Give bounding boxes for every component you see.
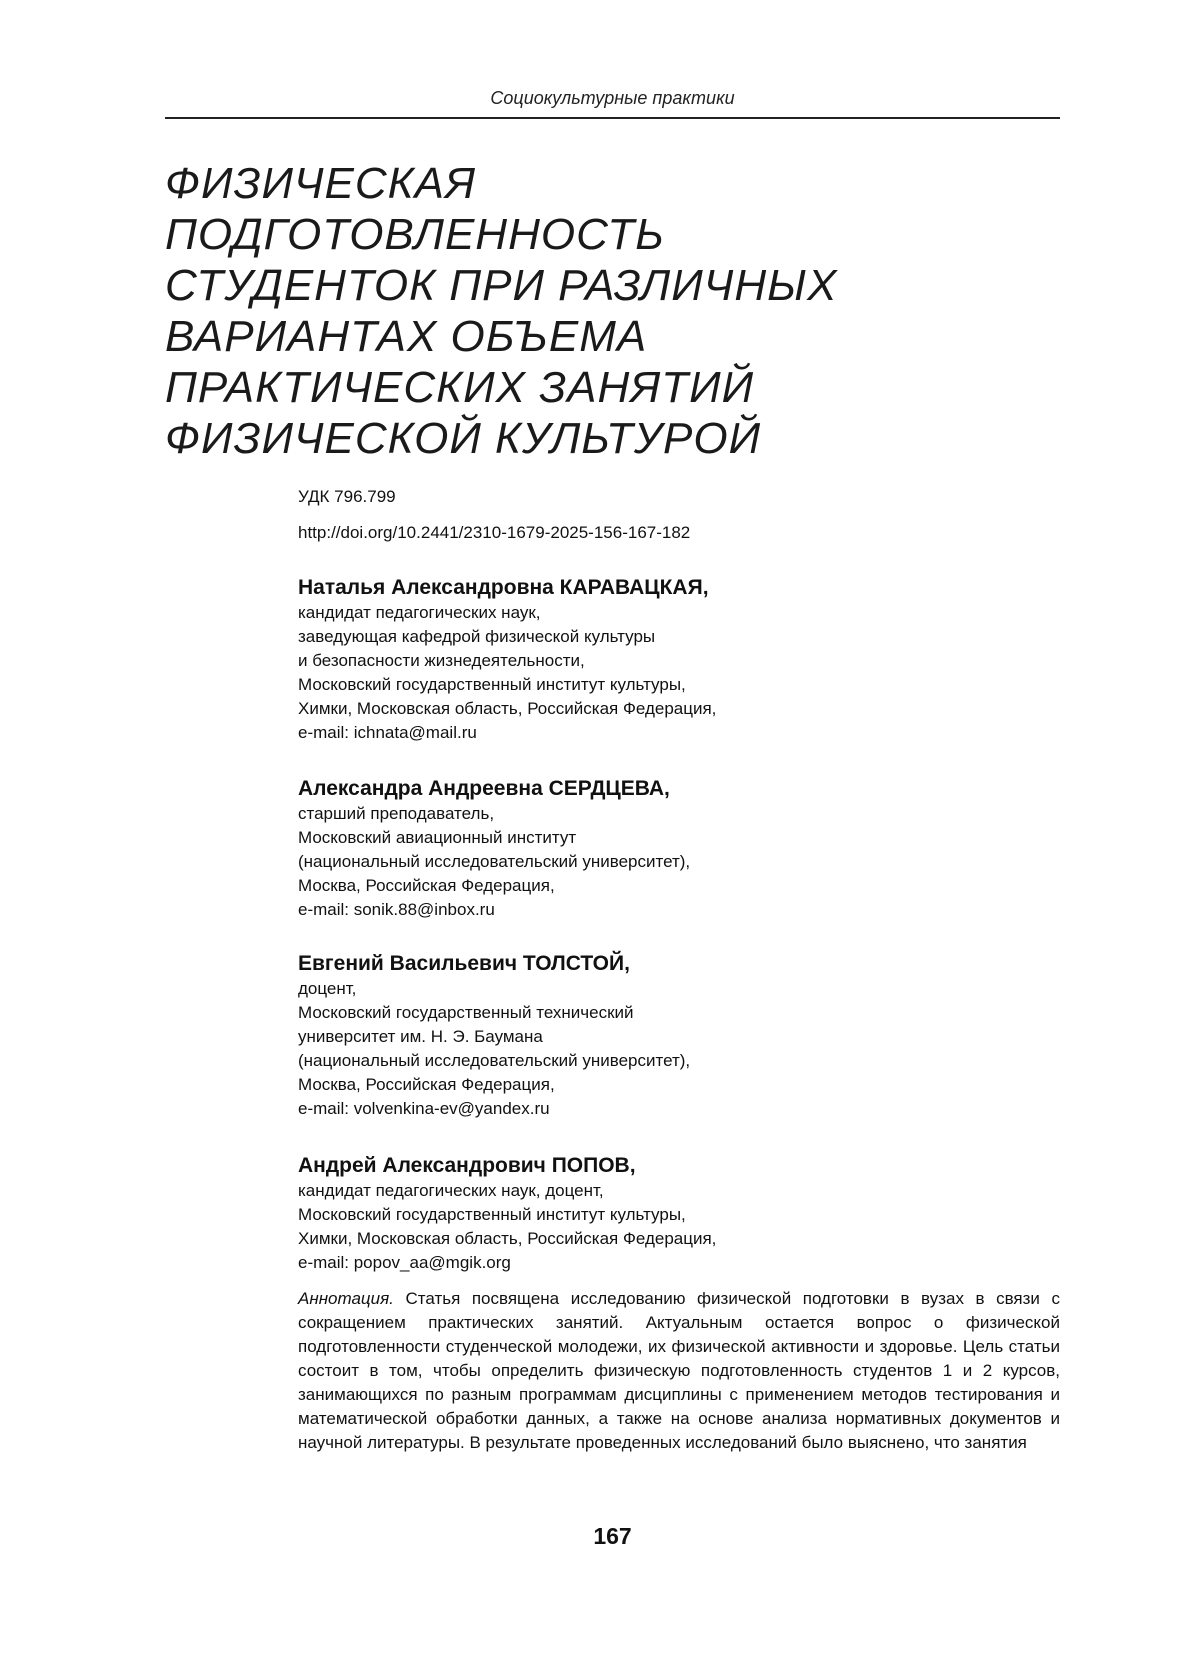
header-divider (165, 117, 1060, 119)
author-detail: кандидат педагогических наук, (298, 603, 541, 622)
author-name: Александра Андреевна СЕРДЦЕВА, (298, 777, 670, 800)
title-line: СТУДЕНТОК ПРИ РАЗЛИЧНЫХ (165, 261, 838, 310)
title-line: ФИЗИЧЕСКОЙ КУЛЬТУРОЙ (165, 414, 762, 463)
abstract-text: Статья посвящена исследованию физической подготовки в вузах в связи с сокращением практических занятий. Актуальным остается вопрос о физической подготовленности студенческой молодежи, их физической активности и здоровье. Цель статьи состоит в том, чтобы определить физическую подготовленность студентов 1 и 2 курсов, занимающихся по разным программам дисциплины с применением методов тестирования и математической обработки данных, а также на основе анализа нормативных документов и научной литературы. В результате проведенных исследований было выяснено, что занятия (298, 1289, 1060, 1452)
author-detail: заведующая кафедрой физической культуры (298, 627, 656, 646)
abstract-label: Аннотация. (298, 1289, 394, 1308)
abstract (298, 1287, 1060, 1455)
author-detail: (национальный исследовательский университет), (298, 852, 691, 871)
author-detail: и безопасности жизнедеятельности, (298, 651, 585, 670)
author-name: Наталья Александровна КАРАВАЦКАЯ, (298, 576, 709, 599)
author-detail: Московский авиационный институт (298, 828, 577, 847)
author-block (298, 776, 1060, 922)
author-detail: Химки, Московская область, Российская Федерация, (298, 1229, 717, 1248)
author-name: Евгений Васильевич ТОЛСТОЙ, (298, 952, 630, 975)
author-name: Андрей Александрович ПОПОВ, (298, 1154, 636, 1177)
title-line: ВАРИАНТАХ ОБЪЕМА (165, 312, 648, 361)
author-detail: Москва, Российская Федерация, (298, 876, 555, 895)
title-line: ПОДГОТОВЛЕННОСТЬ (165, 210, 665, 259)
article-title (165, 158, 1060, 464)
author-email[interactable]: e-mail: sonik.88@inbox.ru (298, 900, 495, 919)
page-number: 167 (593, 1523, 632, 1549)
author-block (298, 1153, 1060, 1275)
author-detail: Москва, Российская Федерация, (298, 1075, 555, 1094)
author-detail: университет им. Н. Э. Баумана (298, 1027, 543, 1046)
author-detail: Московский государственный институт культуры, (298, 1205, 686, 1224)
doi-link[interactable]: http://doi.org/10.2441/2310-1679-2025-156-167-182 (298, 523, 691, 542)
title-line: ПРАКТИЧЕСКИХ ЗАНЯТИЙ (165, 363, 755, 412)
author-detail: Московский государственный технический (298, 1003, 634, 1022)
author-detail: Химки, Московская область, Российская Федерация, (298, 699, 717, 718)
author-detail: старший преподаватель, (298, 804, 495, 823)
udc-code: УДК 796.799 (298, 487, 396, 506)
author-email[interactable]: e-mail: popov_aa@mgik.org (298, 1253, 511, 1272)
author-detail: доцент, (298, 979, 357, 998)
title-line: ФИЗИЧЕСКАЯ (165, 159, 476, 208)
author-block (298, 575, 1060, 745)
author-detail: Московский государственный институт культуры, (298, 675, 686, 694)
author-block (298, 951, 1060, 1121)
author-email[interactable]: e-mail: ichnata@mail.ru (298, 723, 477, 742)
running-head: Социокультурные практики (490, 88, 735, 108)
author-detail: (национальный исследовательский университет), (298, 1051, 691, 1070)
author-detail: кандидат педагогических наук, доцент, (298, 1181, 604, 1200)
author-email[interactable]: e-mail: volvenkina-ev@yandex.ru (298, 1099, 550, 1118)
